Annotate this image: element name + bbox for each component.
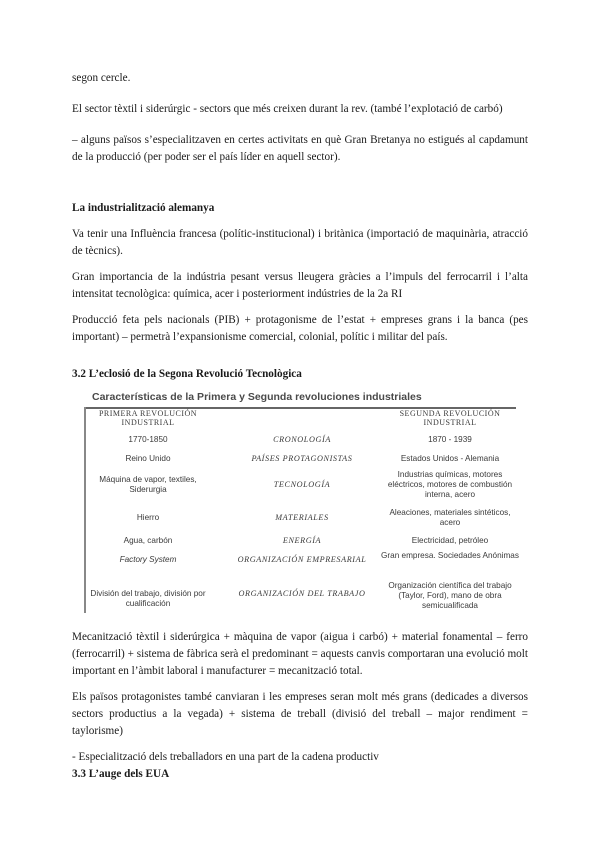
row-org-trabajo-label: ORGANIZACIÓN DEL TRABAJO [238,589,366,598]
row-org-empresarial-right: Gran empresa. Sociedades Anónimas [381,551,519,560]
comparison-table-image [84,391,519,623]
paragraph: – alguns països s’especialitzaven en certes activitats en què Gran Bretanya no estigués al capdamunt de la producció (per poder ser el país líder en aquell sector). [72,134,528,163]
section-heading-alemanya: La industrialització alemanya [72,202,215,214]
paragraph: - Especialització dels treballadors en una part de la cadena productiv [72,751,379,763]
row-org-trabajo-left: División del trabajo, división por cualificación [90,589,206,608]
paragraph: Mecanització tèxtil i siderúrgica + màquina de vapor (aigua i carbó) + material fonamental – ferro (ferrocarril) + sistema de fàbrica serà el predominant = aquests canvis comportaran una evolució molt important en l’àmbit laboral i manufacturer = mecanització total. [72,631,528,677]
row-materiales-right: Aleaciones, materiales sintéticos, acero [389,508,511,527]
figure-title: Características de la Primera y Segunda revoluciones industriales [92,391,422,403]
header-first-revolution: PRIMERA REVOLUCIÓN INDUSTRIAL [98,409,198,427]
header-second-revolution: SEGUNDA REVOLUCIÓN INDUSTRIAL [399,409,501,427]
row-org-trabajo-right: Organización científica del trabajo (Taylor, Ford), mano de obra semicualificada [388,581,512,610]
paragraph: Producció feta pels nacionals (PIB) + protagonisme de l’estat + empreses grans i la banca (pes important) – permetrà l’expansionisme comercial, colonial, polític i militar del país. [72,314,528,343]
row-materiales-label: MATERIALES [275,513,329,522]
paragraph: Va tenir una Influència francesa (polític-institucional) i britànica (importació de maquinària, atracció de tècnics). [72,228,528,257]
paragraph: Gran importancia de la indústria pesant versus lleugera gràcies a l’impuls del ferrocarril i l’alta intensitat tecnològica: química, acer i posteriorment indústries de la 2a RI [72,271,528,300]
row-org-empresarial-label: ORGANIZACIÓN EMPRESARIAL [237,555,367,564]
figure-left-rule [84,407,86,613]
document-page [72,70,528,783]
paragraph: segon cercle. [72,72,131,84]
row-energia-left: Agua, carbón [123,536,173,545]
section-heading-3-3: 3.3 L’auge dels EUA [72,768,170,780]
row-materiales-left: Hierro [136,513,160,522]
row-paises-left: Reino Unido [125,454,171,463]
row-paises-right: Estados Unidos - Alemania [400,454,500,463]
row-tecnologia-right: Industrias químicas, motores eléctricos, motores de combustión interna, acero [387,470,513,499]
row-tecnologia-left: Máquina de vapor, textiles, Siderurgia [99,475,197,494]
row-energia-label: ENERGÍA [282,536,322,545]
row-cronologia-right: 1870 - 1939 [428,435,472,444]
row-org-empresarial-left: Factory System [119,555,177,564]
row-tecnologia-label: TECNOLOGÍA [273,480,331,489]
row-paises-label: PAÍSES PROTAGONISTAS [251,454,353,463]
section-heading-3-2: 3.2 L’eclosió de la Segona Revolució Tecnològica [72,368,302,380]
paragraph: El sector tèxtil i siderúrgic - sectors que més creixen durant la rev. (també l’explotació de carbó) [72,103,503,115]
row-cronologia-left: 1770-1850 [128,435,168,444]
row-energia-right: Electricidad, petróleo [411,536,489,545]
row-cronologia-label: CRONOLOGÍA [273,435,331,444]
paragraph: Els països protagonistes també canviaran i les empreses seran molt més grans (dedicades a diversos sectors productius a la vegada) + sistema de treball (divisió del treball – major rendiment = taylorisme) [72,691,528,737]
